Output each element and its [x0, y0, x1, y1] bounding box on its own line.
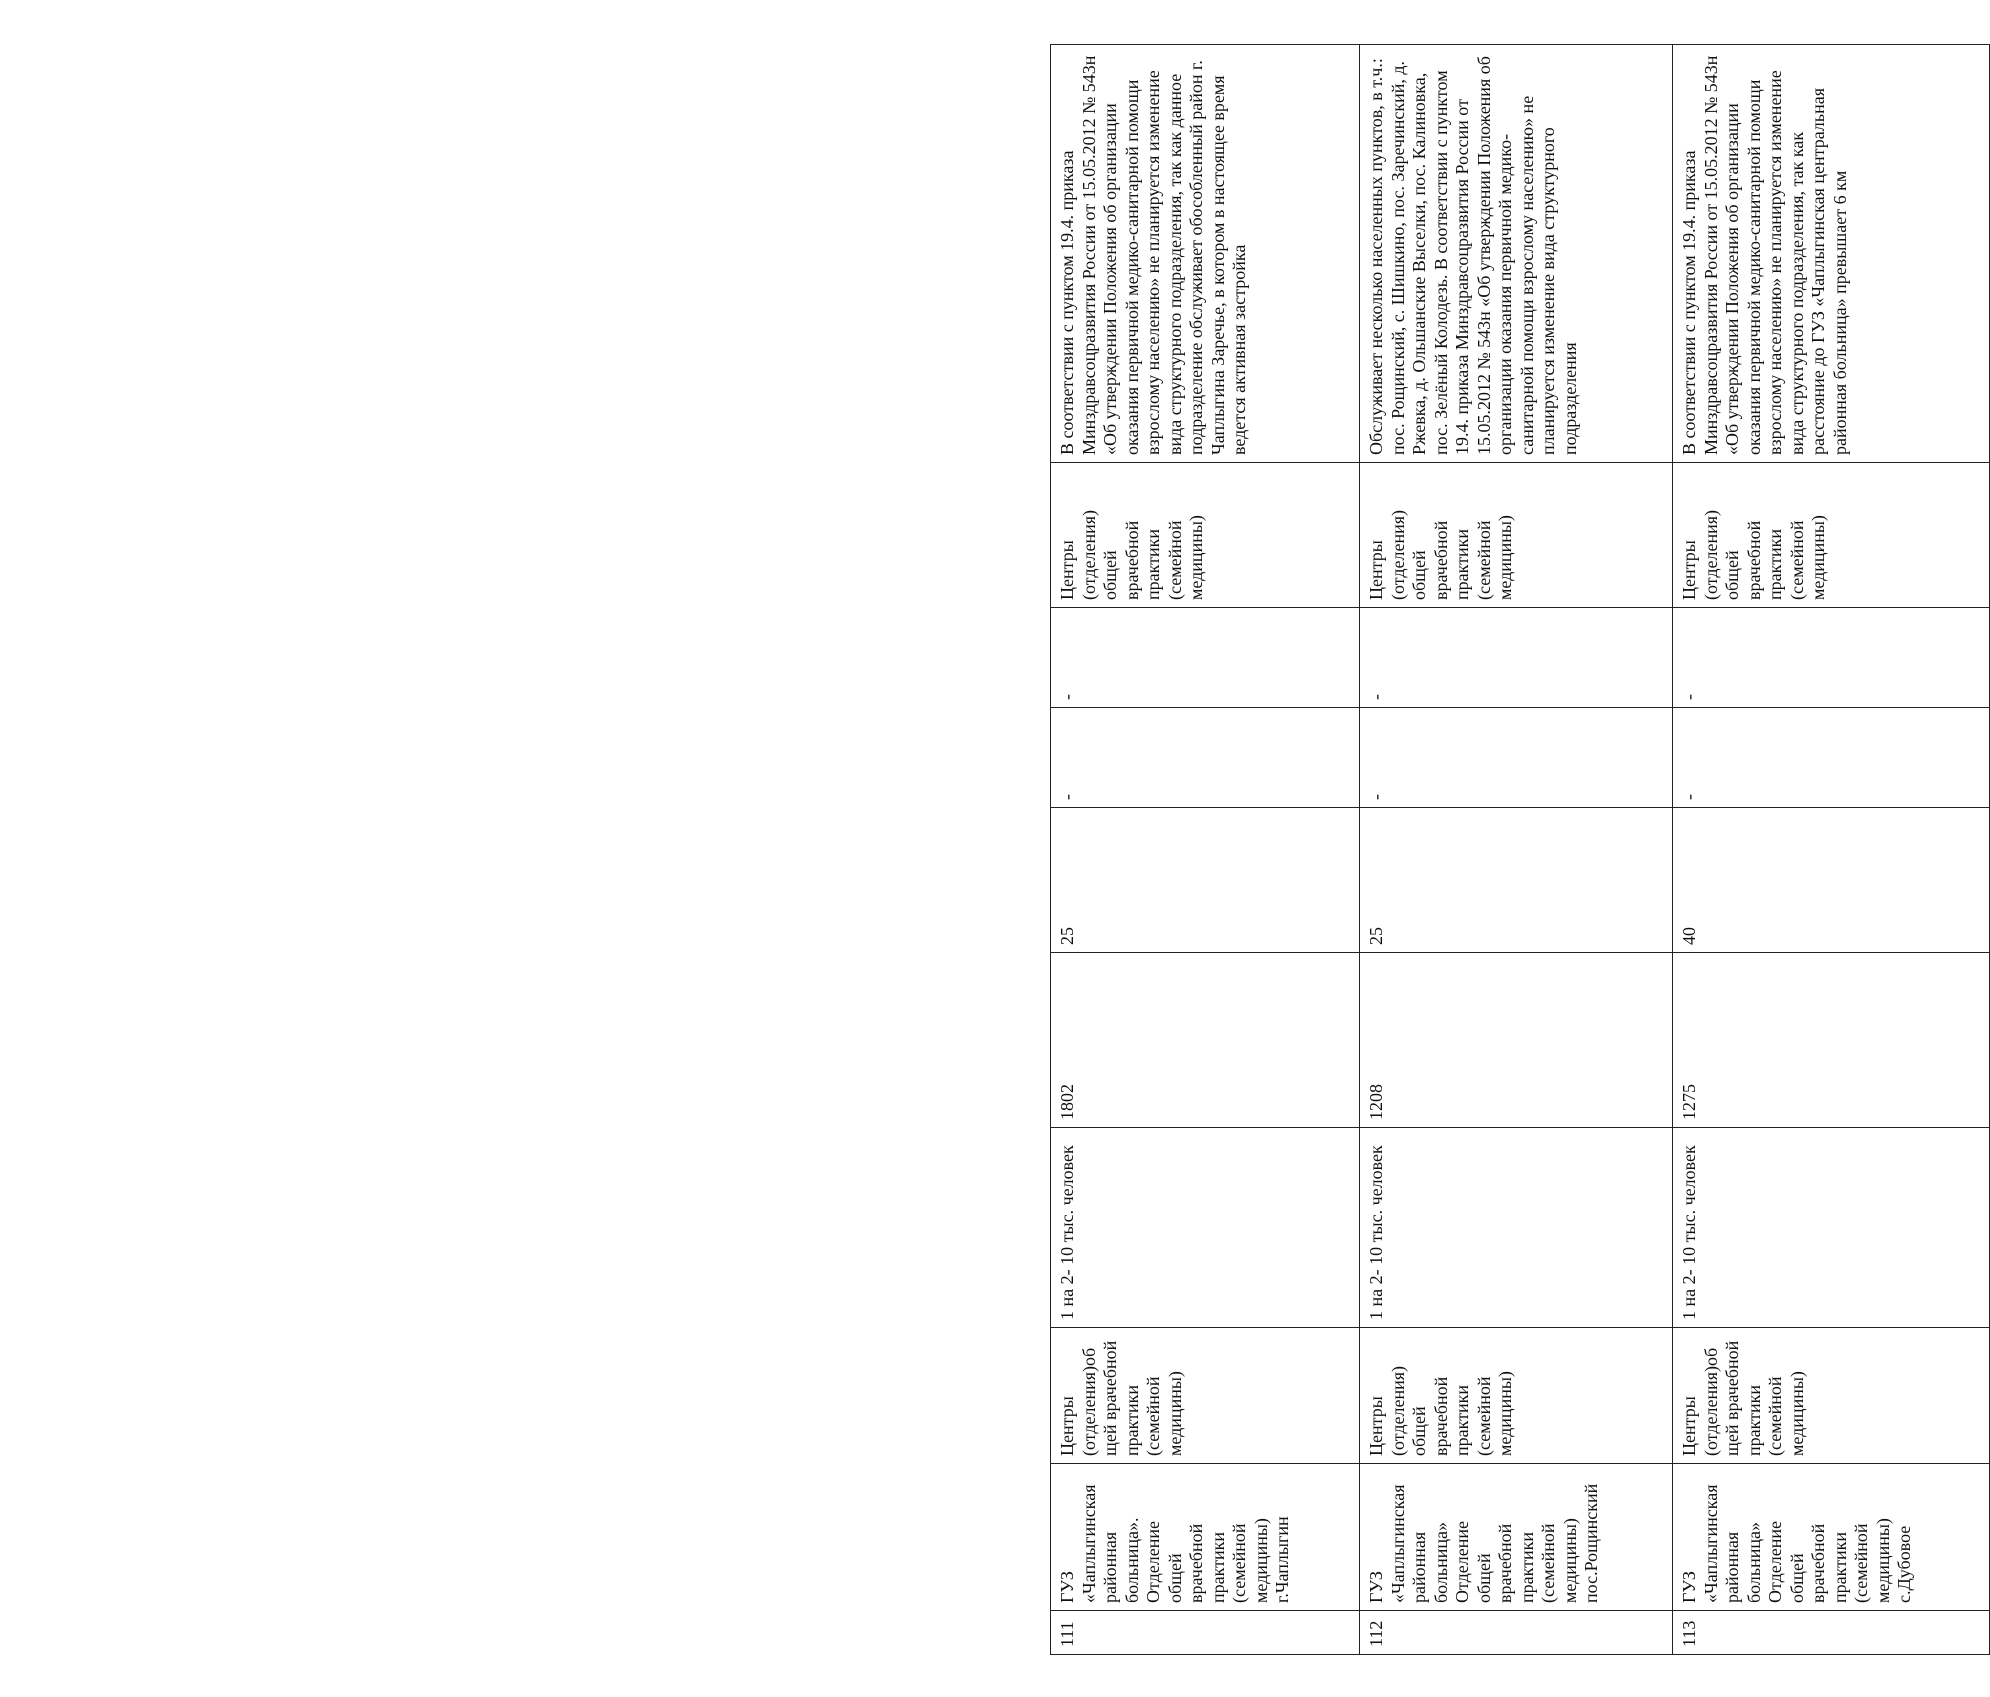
facility-type-after: Центры (отделения) общей врачебной практики (семейной медицины): [1051, 463, 1360, 608]
comment: В соответствии с пунктом 19.4. приказа Минздравсоцразвития России от 15.05.2012 № 543н «Об утверждении Положения об организации оказания первичной медико-санитарной помощи взрослому населению» не планируется изменение вида структурного подразделения, так как данное подразделение обслуживает обособленный район г. Чаплыгина Заречье, в котором в настоящее время ведется активная застройка: [1051, 45, 1360, 463]
table-row: [1360, 45, 1673, 1655]
distance: 25: [1360, 808, 1673, 953]
table-row: [1051, 45, 1360, 1655]
rotated-page: [1050, 45, 1950, 1655]
norm: 1 на 2- 10 тыс. человек: [1051, 1128, 1360, 1328]
row-number: 111: [1051, 1611, 1360, 1655]
column-7: -: [1051, 708, 1360, 808]
row-number: 112: [1360, 1611, 1673, 1655]
facilities-table: [1050, 44, 1990, 1655]
comment: В соответствии с пунктом 19.4. приказа Минздравсоцразвития России от 15.05.2012 № 543н «Об утверждении Положения об организации оказания первичной медико-санитарной помощи взрослому населению» не планируется изменение вида структурного подразделения, так как расстояние до ГУЗ «Чаплыгинская центральная районная больница» превышает 6 км: [1673, 45, 1990, 463]
facility-type: Центры (отделения)об щей врачебной практики (семейной медицины): [1673, 1328, 1990, 1464]
population: 1802: [1051, 953, 1360, 1128]
distance: 40: [1673, 808, 1990, 953]
column-7: -: [1673, 708, 1990, 808]
institution-name: ГУЗ «Чаплыгинская районная больница» Отделение общей врачебной практики (семейной медицины) с.Дубовое: [1673, 1464, 1990, 1611]
comment: Обслуживает несколько населенных пунктов, в т.ч.: пос. Рощинский, с. Шишкино, пос. Заречинский, д. Ржевка, д. Ольшанские Выселки, пос. Калиновка, пос. Зелёный Колодезь. В соответствии с пунктом 19.4. приказа Минздравсоцразвития России от 15.05.2012 № 543н «Об утверждении Положения об организации оказания первичной медико-санитарной помощи взрослому населению» не планируется изменение вида структурного подразделения: [1360, 45, 1673, 463]
institution-name: ГУЗ «Чаплыгинская районная больница». Отделение общей врачебной практики (семейной медицины) г.Чаплыгин: [1051, 1464, 1360, 1611]
norm: 1 на 2- 10 тыс. человек: [1673, 1128, 1990, 1328]
table-row: [1673, 45, 1990, 1655]
column-7: -: [1360, 708, 1673, 808]
column-8: -: [1673, 608, 1990, 708]
population: 1275: [1673, 953, 1990, 1128]
population: 1208: [1360, 953, 1673, 1128]
column-8: -: [1051, 608, 1360, 708]
distance: 25: [1051, 808, 1360, 953]
column-8: -: [1360, 608, 1673, 708]
institution-name: ГУЗ «Чаплыгинская районная больница» Отделение общей врачебной практики (семейной медицины) пос.Рощинский: [1360, 1464, 1673, 1611]
facility-type: Центры (отделения) общей врачебной практики (семейной медицины): [1360, 1328, 1673, 1464]
facility-type-after: Центры (отделения) общей врачебной практики (семейной медицины): [1673, 463, 1990, 608]
facility-type-after: Центры (отделения) общей врачебной практики (семейной медицины): [1360, 463, 1673, 608]
row-number: 113: [1673, 1611, 1990, 1655]
facility-type: Центры (отделения)об щей врачебной практики (семейной медицины): [1051, 1328, 1360, 1464]
norm: 1 на 2- 10 тыс. человек: [1360, 1128, 1673, 1328]
